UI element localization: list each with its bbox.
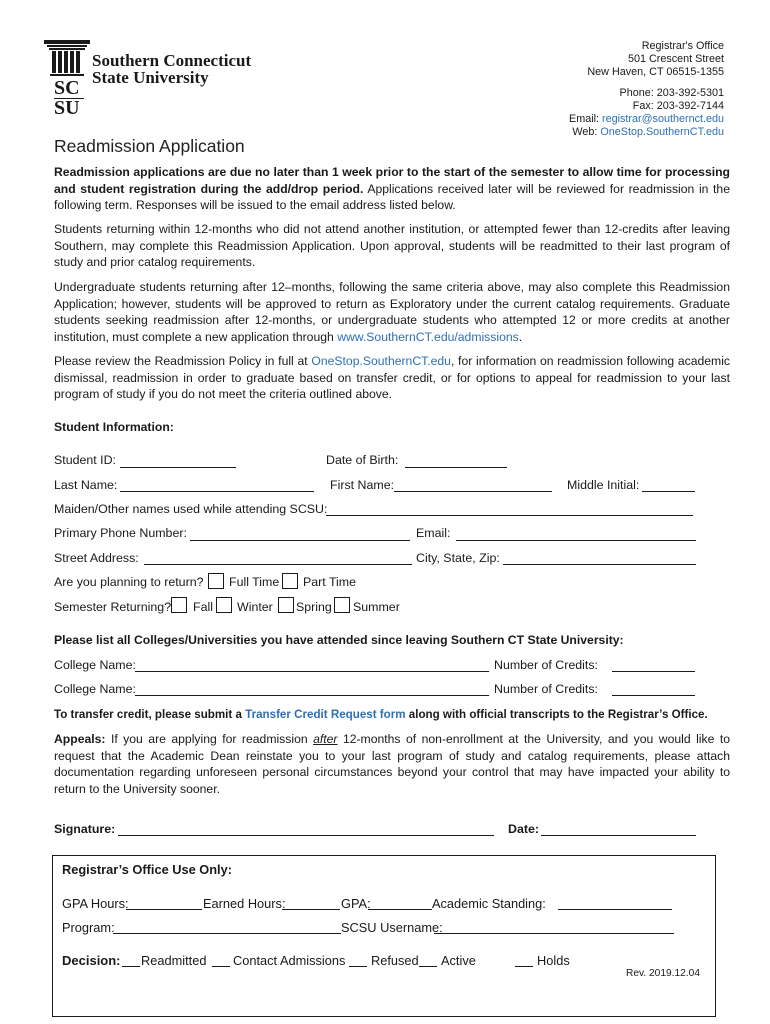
middle-initial-label: Middle Initial: <box>567 478 640 492</box>
spring-label: Spring <box>296 600 332 614</box>
earned-hours-field[interactable] <box>282 909 340 910</box>
onestop-web-link[interactable]: OneStop.SouthernCT.edu <box>600 126 724 138</box>
appeals-label: Appeals: <box>54 732 106 746</box>
college-name-label-1: College Name: <box>54 658 136 672</box>
intro-paragraph-1 <box>54 164 730 214</box>
fall-checkbox[interactable] <box>171 597 187 613</box>
gpa-hours-label: GPA Hours: <box>62 896 129 911</box>
signature-field[interactable] <box>118 835 494 836</box>
credits-field-2[interactable] <box>612 695 695 696</box>
semester-returning-label: Semester Returning? <box>54 600 172 614</box>
college-name-field-2[interactable] <box>135 695 489 696</box>
appeals-text-rest: 12-months of non-enrollment at the University, and you would like to request that the Academic Dean reinstate you to your last program of study and catalog requirements, please attach documentation regarding unforeseen personal circumstances beyond your control that may have impacted your ability to return to the University sooner. <box>54 732 730 796</box>
maiden-names-field[interactable] <box>326 515 693 516</box>
transfer-credit-note <box>54 708 708 721</box>
winter-checkbox[interactable] <box>216 597 232 613</box>
program-label: Program: <box>62 920 115 935</box>
office-city: New Haven, CT 06515-1355 <box>587 66 724 78</box>
full-time-checkbox[interactable] <box>208 573 224 589</box>
contact-admissions-blank[interactable] <box>212 966 230 967</box>
first-name-label: First Name: <box>330 478 395 492</box>
web-label: Web: <box>572 126 601 138</box>
planning-return-label: Are you planning to return? <box>54 575 204 589</box>
intro-paragraph-4 <box>54 353 730 403</box>
intro-p3-text: Undergraduate students returning after 12–months, following the same criteria above, may also complete this Readmission Application; however, students will be approved to return as Exploratory under the current catalog requirements. Graduate students seeking readmission after 12-months, or undergraduate students who attempted 12 or more credits at another institution, must complete a new application through <box>54 280 730 344</box>
active-blank[interactable] <box>419 966 437 967</box>
transfer-end: along with official transcripts to the Registrar’s Office. <box>405 708 708 721</box>
college-name-label-2: College Name: <box>54 682 136 696</box>
university-name-line1: Southern Connecticut <box>92 51 252 70</box>
registrar-email-link[interactable]: registrar@southernct.edu <box>602 113 724 125</box>
part-time-checkbox[interactable] <box>282 573 298 589</box>
scsu-username-label: SCSU Username: <box>341 920 443 935</box>
fall-label: Fall <box>193 600 213 614</box>
admissions-link[interactable]: www.SouthernCT.edu/admissions <box>337 329 519 344</box>
decision-label: Decision: <box>62 953 121 968</box>
city-state-zip-field[interactable] <box>503 564 696 565</box>
student-info-heading: Student Information: <box>54 420 174 434</box>
scsu-username-field[interactable] <box>434 933 674 934</box>
signature-label: Signature: <box>54 822 116 836</box>
university-name-line2: State University <box>92 68 209 87</box>
primary-phone-label: Primary Phone Number: <box>54 526 187 540</box>
city-state-zip-label: City, State, Zip: <box>416 551 500 565</box>
college-name-field-1[interactable] <box>135 671 489 672</box>
university-abbreviation <box>54 79 84 118</box>
office-name: Registrar's Office <box>641 40 724 52</box>
winter-label: Winter <box>237 600 273 614</box>
credits-label-1: Number of Credits: <box>494 658 598 672</box>
full-time-label: Full Time <box>229 575 280 589</box>
date-label: Date: <box>508 822 539 836</box>
student-id-label: Student ID: <box>54 453 116 467</box>
date-field[interactable] <box>541 835 696 836</box>
intro-p4-rest: , for information on readmission following academic dismissal, readmission in order to graduate based on transfer credit, or for options to appeal for readmission to your last program of study if you do not meet the criteria outlined above. <box>54 354 731 402</box>
readmitted-blank[interactable] <box>122 966 140 967</box>
appeals-text-start: If you are applying for readmission <box>105 732 314 746</box>
gpa-hours-field[interactable] <box>126 909 202 910</box>
credits-label-2: Number of Credits: <box>494 682 598 696</box>
middle-initial-field[interactable] <box>642 491 695 492</box>
email-label: Email: <box>569 113 602 125</box>
street-address-field[interactable] <box>144 564 412 565</box>
part-time-label: Part Time <box>303 575 357 589</box>
summer-checkbox[interactable] <box>334 597 350 613</box>
refused-option: Refused <box>371 953 419 968</box>
holds-option: Holds <box>537 953 570 968</box>
street-address-label: Street Address: <box>54 551 139 565</box>
program-field[interactable] <box>113 933 341 934</box>
credits-field-1[interactable] <box>612 671 695 672</box>
office-email-row <box>569 113 724 126</box>
email-field[interactable] <box>456 540 696 541</box>
appeals-paragraph <box>54 731 730 797</box>
office-phone: Phone: 203-392-5301 <box>619 87 724 99</box>
primary-phone-field[interactable] <box>190 540 410 541</box>
intro-p3-end: . <box>518 329 523 344</box>
abbr-line2: SU <box>54 98 84 118</box>
registrar-contact-block <box>569 40 724 139</box>
colleges-heading: Please list all Colleges/Universities you have attended since leaving Southern CT State University: <box>54 633 624 647</box>
last-name-label: Last Name: <box>54 478 118 492</box>
transfer-start: To transfer credit, please submit a <box>54 708 246 721</box>
revision-label: Rev. 2019.12.04 <box>625 968 700 979</box>
intro-paragraph-3 <box>54 279 730 345</box>
onestop-policy-link[interactable]: OneStop.SouthernCT.edu <box>311 354 451 368</box>
earned-hours-label: Earned Hours: <box>203 896 286 911</box>
dob-label: Date of Birth: <box>326 453 399 467</box>
university-name <box>92 52 251 86</box>
readmitted-option: Readmitted <box>141 953 207 968</box>
spring-checkbox[interactable] <box>278 597 294 613</box>
active-option: Active <box>441 953 476 968</box>
contact-admissions-option: Contact Admissions <box>233 953 346 968</box>
holds-blank[interactable] <box>515 966 533 967</box>
summer-label: Summer <box>353 600 400 614</box>
last-name-field[interactable] <box>120 491 314 492</box>
office-fax: Fax: 203-392-7144 <box>632 100 724 112</box>
deadline-notice: Readmission applications are due no later than 1 week prior to the start of the semester to allow time for processing and student registration during the add/drop period. <box>54 165 730 196</box>
registrar-office-use-box <box>52 855 716 1017</box>
academic-standing-label: Academic Standing: <box>432 896 546 911</box>
abbr-line1: SC <box>54 77 80 99</box>
gpa-label: GPA: <box>341 896 371 911</box>
intro-p1-rest: Applications received later will be reviewed for readmission in the following term. Responses will be issued to the email address listed below. <box>54 181 730 213</box>
office-web-row <box>569 126 724 139</box>
academic-standing-field[interactable] <box>558 909 672 910</box>
intro-p4-start: Please review the Readmission Policy in full at <box>54 354 312 368</box>
transfer-credit-request-link[interactable]: Transfer Credit Request form <box>245 708 406 721</box>
gpa-field[interactable] <box>368 909 432 910</box>
maiden-names-label: Maiden/Other names used while attending SCSU: <box>54 502 328 516</box>
student-id-field[interactable] <box>120 467 236 468</box>
office-use-heading: Registrar’s Office Use Only: <box>62 862 232 877</box>
appeals-after-emphasis: after <box>313 732 338 746</box>
intro-paragraph-2: Students returning within 12-months who did not attend another institution, or attempted fewer than 12-credits after leaving Southern, may complete this Readmission Application. Upon approval, students will be readmitted to their last program of study and prior catalog requirements. <box>54 222 730 270</box>
email-label-field: Email: <box>416 526 451 540</box>
refused-blank[interactable] <box>349 966 367 967</box>
dob-field[interactable] <box>405 467 507 468</box>
first-name-field[interactable] <box>394 491 552 492</box>
office-street: 501 Crescent Street <box>627 53 724 65</box>
page-title: Readmission Application <box>54 136 245 156</box>
